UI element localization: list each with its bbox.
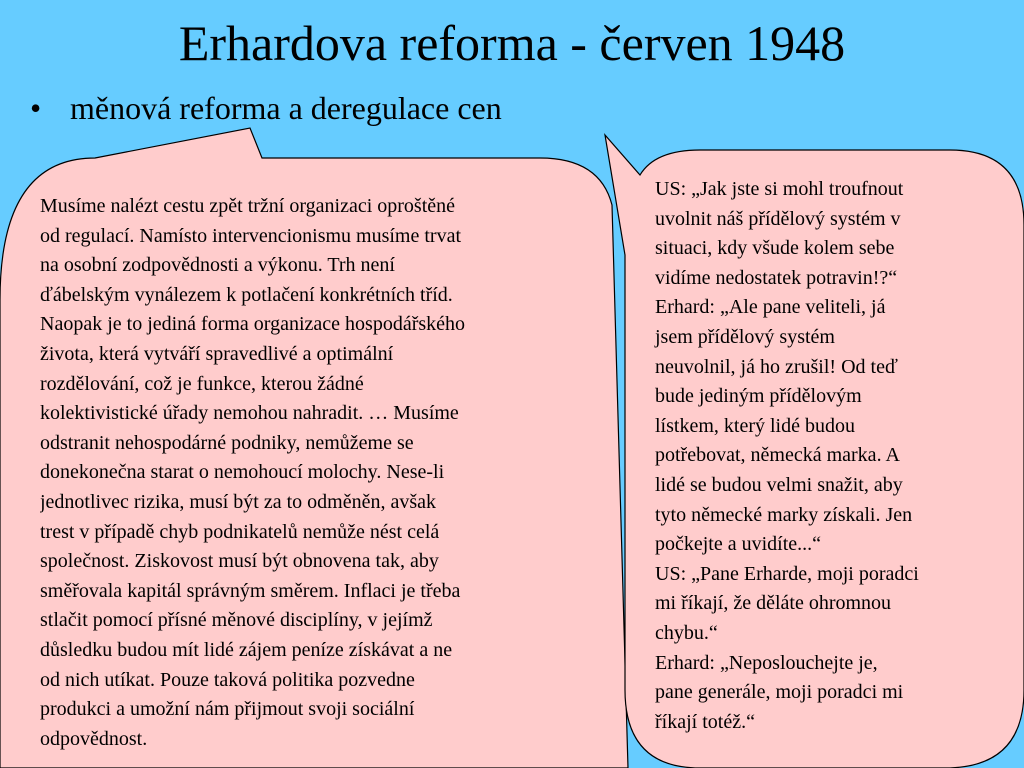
bullet-dot: • — [30, 90, 42, 126]
erhard-quote: Musíme nalézt cestu zpět tržní organizaci oproštěné od regulací. Namísto intervencionismu musíme trvat na osobní zodpovědnosti a výkonu. Trh není ďábelským vynálezem k potlačení konkrétních tříd. Naopak je to jediná forma organizace hospodářského života, která vytváří spravedlivé a optimální rozdělování, což je funkce, kterou žádné kolektivistické úřady nemohou nahradit. … Musíme odstranit nehospodárné podniky, nemůžeme se donekonečna starat o nemohoucí molochy. Nese-li jednotlivec rizika, musí být za to odměněn, avšak trest v případě chyb podnikatelů nemůže nést celá společnost. Ziskovost musí být obnovena tak, aby směřovala kapitál správným směrem. Inflaci je třeba stlačit pomocí přísné měnové disciplíny, v jejímž důsledku budou mít lidé zájem peníze získávat a ne od nich utíkat. Pouze taková politika pozvedne produkci a umožní nám přijmout svoji sociální odpovědnost. — [40, 195, 466, 750]
bullet-text: měnová reforma a deregulace cen — [70, 90, 502, 126]
dialogue-text: US: „Jak jste si mohl troufnout uvolnit náš přídělový systém v situaci, kdy všude kolem sebe vidíme nedostatek potravin!?“ Erhard: „Ale pane veliteli, já jsem přídělový systém neuvolnil, já ho zrušil! Od teď bude jediným přídělovým lístkem, který lidé budou potřebovat, německá marka. A lidé se budou velmi snažit, aby tyto německé marky získali. Jen počkejte a uvidíte...“ US: „Pane Erharde, moji poradci mi říkají, že děláte ohromnou chybu.“ Erhard: „Neposlouchejte je, pane generále, moji poradci mi říkají totéž.“ — [655, 178, 919, 733]
slide-title: Erhardova reforma - červen 1948 — [178, 15, 846, 71]
